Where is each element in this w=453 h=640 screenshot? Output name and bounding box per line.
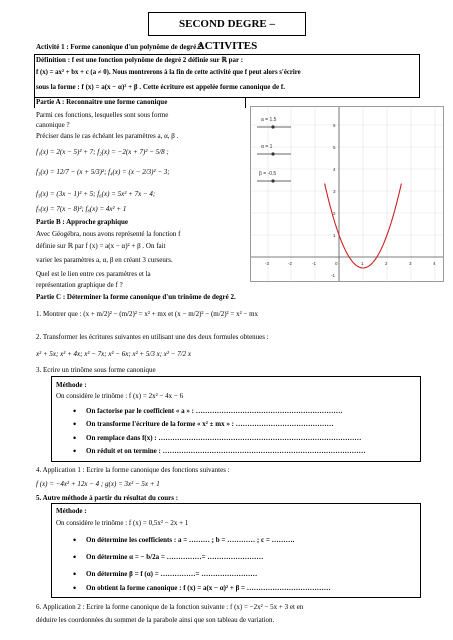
method-1-step-3: • On remplace dans f(x) : ……………………………………………………………………………	[86, 434, 361, 443]
slider-beta-label: β = -0.5	[259, 171, 277, 177]
application-1-functions: f (x) = −4x² + 12x − 4 ; g(x) = 3x² − 5x + 1	[36, 480, 160, 488]
x-tick: 1	[361, 261, 364, 266]
slider-alpha[interactable]	[257, 144, 291, 156]
method-1-step-4: • On réduit et on termine : ……………………………………………………………………………	[86, 447, 366, 456]
question-5: 5. Autre méthode à partir du résultat du cours :	[36, 494, 179, 502]
partB-text-5: représentation graphique de f ?	[36, 281, 123, 289]
slider-beta[interactable]	[257, 171, 291, 183]
partB-text-2: définie sur ℝ par f (x) = a(x − α)² + β . On fait	[36, 242, 166, 250]
slider-alpha-label: α = 1	[261, 144, 273, 150]
y-tick: 4	[333, 167, 336, 172]
partA-text-2: canonique ?	[36, 121, 70, 129]
slider-a-label: a = 1.5	[261, 117, 277, 123]
partC-question-2: 2. Transformer les écritures suivantes en utilisant une des deux formules obtenues :	[36, 333, 269, 341]
activity-heading: Activité 1 : Forme canonique d'un polynôme de degré 2.	[36, 43, 204, 51]
method-2-intro: On considère le trinôme : f (x) = 0,5x² − 2x + 1	[56, 519, 189, 527]
x-tick: 0	[335, 261, 338, 266]
definition-line-1: Définition : f est une fonction polynôme de degré 2 définie sur ℝ par :	[36, 56, 244, 64]
x-tick: -1	[312, 261, 317, 266]
functions-f7-f8: f₇(x) = 7(x − 8)²; f₈(x) = 4x² + 1	[36, 205, 127, 213]
y-tick: 6	[333, 123, 336, 128]
method-1-step-1: • On factorise par le coefficient « a » : ………………………………………………………	[86, 407, 343, 416]
partC-expressions: x² + 5x; x² + 4x; x² − 7x; x² − 6x; x² + 5/3 x; x² − 7/2 x	[36, 350, 192, 358]
application-2-line-2: déduire les coordonnées du sommet de la parabole ainsi que son tableau de variation.	[36, 616, 275, 624]
partC-heading: Partie C : Déterminer la forme canonique d'un trinôme de degré 2.	[36, 293, 236, 301]
method-2-step-4: • On obtient la forme canonique : f (x) = a(x − α)² + β = ………………………………	[86, 584, 331, 593]
method-1-intro: On considère le trinôme : f (x) = 2x² − 4x − 6	[56, 392, 184, 400]
partC-question-3: 3. Ecrire un trinôme sous forme canonique	[36, 366, 156, 374]
partB-text-4: Quel est le lien entre ces paramètres et la	[36, 270, 151, 278]
method-2-heading: Méthode :	[56, 507, 87, 515]
y-tick: 3	[333, 189, 336, 194]
x-tick: 4	[433, 261, 436, 266]
x-tick: -3	[265, 261, 270, 266]
application-1: 4. Application 1 : Ecrire la forme canonique des fonctions suivantes :	[36, 466, 230, 474]
partB-text-1: Avec Géogébra, nous avons représenté la fonction f	[36, 230, 181, 238]
partA-text-3: Préciser dans le cas échéant les paramètres a, α, β .	[36, 132, 179, 140]
method-2-step-3: • On détermine β = f (α) = ……………= ……………………	[86, 570, 257, 579]
functions-f3-f4: f₃(x) = 12/7 − (x + 5/3)²; f₄(x) = (x − 2/3)² − 3;	[36, 168, 170, 176]
canonical-note: . Cette écriture est appelée forme canonique de f.	[139, 83, 285, 91]
page-title: SECOND DEGRE – ACTIVITES	[148, 12, 306, 36]
functions-f5-f6: f₅(x) = (3x − 1)² + 5; f₆(x) = 5x² + 7x − 4;	[36, 190, 156, 198]
slider-a[interactable]	[257, 117, 291, 129]
parabola-plot	[251, 107, 443, 281]
partC-question-1: 1. Montrer que : (x + m/2)² − (m/2)² = x² + mx et (x − m/2)² − (m/2)² = x² − mx	[36, 310, 259, 318]
functions-f1-f2: f₁(x) = 2(x − 5)² + 7; f₂(x) = −2(x + 7)² − 5/8 ;	[36, 148, 169, 156]
method-1-heading: Méthode :	[56, 381, 87, 389]
partB-heading: Partie B : Approche graphique	[36, 218, 129, 226]
y-tick: 1	[333, 233, 336, 238]
definition-line-3	[36, 83, 285, 92]
x-tick: 3	[409, 261, 412, 266]
definition-line-2: f (x) = ax² + bx + c (a ≠ 0). Nous montrerons à la fin de cette activité que f peut alors s'écrire	[36, 69, 301, 76]
canonical-formula: sous la forme : f (x) = a(x − α)² + β	[36, 83, 138, 91]
partA-heading: Partie A : Reconnaitre une forme canonique	[36, 98, 168, 106]
x-tick: -2	[288, 261, 293, 266]
method-2-step-1: • On détermine les coefficients : a = ……… ; b = ………… ; c = ……….	[86, 536, 294, 545]
geogebra-graph	[250, 106, 444, 282]
y-tick: 2	[333, 211, 336, 216]
y-tick: -1	[331, 273, 336, 278]
application-2-line-1: 6. Application 2 : Ecrire la forme canonique de la fonction suivante : f (x) = −2x² − 5x + 3 et en	[36, 603, 304, 611]
method-2-step-2: • On détermine α = − b/2a = ……………= ……………………	[86, 553, 263, 562]
partA-text-1: Parmi ces fonctions, lesquelles sont sous forme	[36, 111, 169, 119]
y-tick: 5	[333, 145, 336, 150]
partB-text-3: varier les paramètres a, α, β en créant 3 curseurs.	[36, 256, 173, 264]
method-1-step-2: • On transforme l'écriture de la forme « x² ± mx » : ……………………………………	[86, 420, 334, 429]
x-tick: 2	[385, 261, 388, 266]
